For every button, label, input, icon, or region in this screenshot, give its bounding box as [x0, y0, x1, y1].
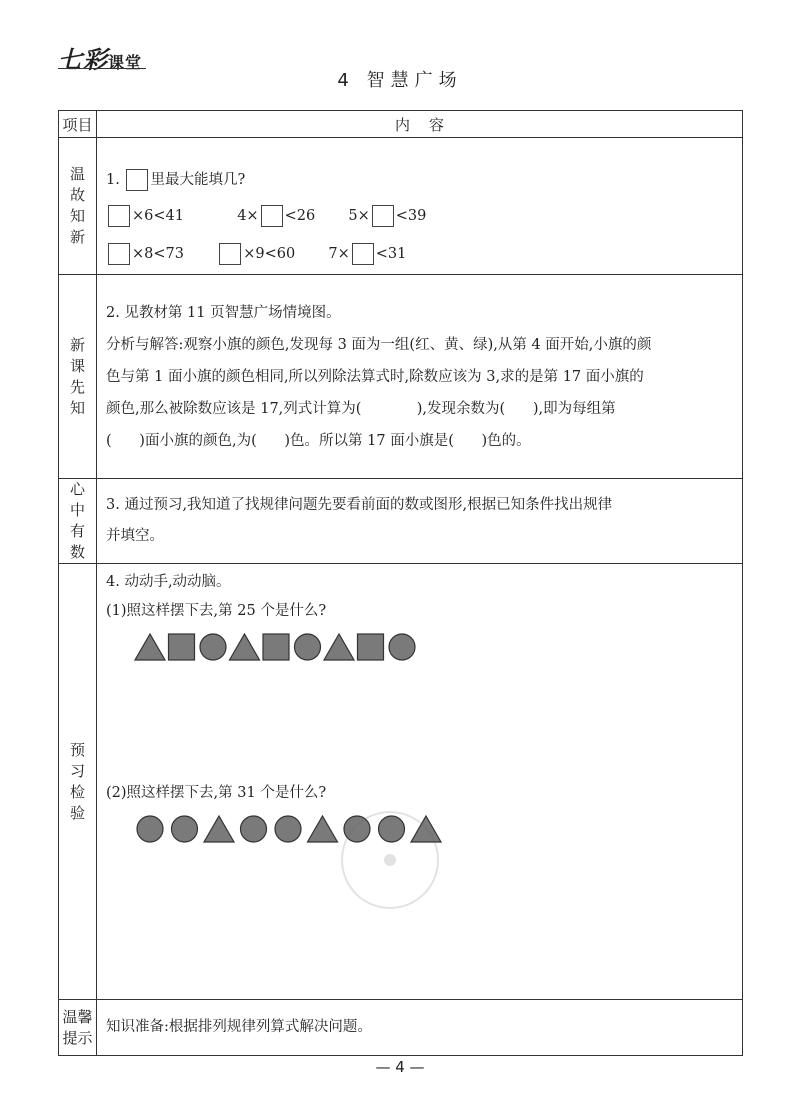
triangle-shape: [204, 816, 234, 842]
section-label-check: [59, 564, 97, 1000]
q4-sub-1: (1)照这样摆下去,第 25 个是什么?: [106, 603, 327, 619]
answer-box[interactable]: [372, 205, 394, 227]
tip-text: 知识准备:根据排列规律列算式解决问题。: [106, 1019, 372, 1035]
q2-line: 色与第 1 面小旗的颜色相同,所以列除法算式时,除数应该为 3,求的是第 17 面小旗的: [106, 369, 644, 385]
logo-sub: 课堂: [108, 53, 143, 72]
q3-line: 3. 通过预习,我知道了找规律问题先要看前面的数或图形,根据已知条件找出规律: [106, 497, 613, 513]
square-shape: [358, 634, 384, 660]
circle-shape: [241, 816, 267, 842]
q1-expr: ×9<60: [243, 246, 296, 262]
answer-box[interactable]: [108, 243, 130, 265]
q1-title: [106, 152, 742, 195]
q1-expr: 4×: [237, 208, 259, 224]
q1-expr: <26: [284, 208, 316, 224]
q1-expr: <39: [395, 208, 427, 224]
answer-box[interactable]: [261, 205, 283, 227]
section-label-text: 预习检验: [69, 740, 85, 822]
q3-line: 并填空。: [106, 528, 164, 544]
q2-line: ( )面小旗的颜色,为( )色。所以第 17 面小旗是( )色的。: [106, 433, 531, 449]
page-number: — 4 —: [375, 1058, 425, 1076]
q1-question: 里最大能填几?: [150, 172, 246, 188]
shape-sequence-1: [134, 630, 424, 664]
faint-stamp-watermark: [320, 800, 460, 960]
circle-shape: [275, 816, 301, 842]
section-label-text: 温馨提示: [62, 1007, 93, 1047]
section-label-review: [59, 138, 97, 275]
section-label-text: 新课先知: [69, 335, 85, 417]
triangle-shape: [230, 634, 260, 660]
section-tip: [97, 1000, 743, 1056]
section-label-text: 心中有数: [69, 480, 85, 561]
page-title: 4 智慧广场: [337, 70, 463, 91]
q2-line: 颜色,那么被除数应该是 17,列式计算为( ),发现余数为( ),即为每组第: [106, 401, 616, 417]
section-label-text: 温故知新: [69, 165, 85, 246]
q2-line: 分析与解答:观察小旗的颜色,发现每 3 面为一组(红、黄、绿),从第 4 面开始,小旗的颜: [106, 337, 652, 353]
q1-expr: ×6<41: [132, 208, 184, 224]
circle-shape: [295, 634, 321, 660]
q1-expr: 7×: [328, 246, 350, 262]
section-preview: [97, 275, 743, 479]
q1-row-2: [106, 240, 742, 269]
section-label-mindset: [59, 479, 97, 564]
header-item: 项目: [59, 111, 97, 138]
header-content: 内 容: [97, 111, 743, 138]
q1-expr: <31: [375, 246, 407, 262]
q1-number: 1.: [106, 172, 120, 188]
q1-expr: ×8<73: [132, 246, 184, 262]
q1-row-1: [106, 202, 742, 231]
triangle-shape: [135, 634, 165, 660]
circle-shape: [137, 816, 163, 842]
triangle-shape: [324, 634, 354, 660]
section-label-preview: [59, 275, 97, 479]
q4-title: 4. 动动手,动动脑。: [106, 574, 231, 590]
square-shape: [169, 634, 195, 660]
answer-box[interactable]: [126, 169, 148, 191]
answer-box[interactable]: [352, 243, 374, 265]
circle-shape: [389, 634, 415, 660]
circle-shape: [200, 634, 226, 660]
q4-sub-2: (2)照这样摆下去,第 31 个是什么?: [106, 785, 327, 801]
section-label-tip: [59, 1000, 97, 1056]
section-mindset: [97, 479, 743, 564]
circle-shape: [172, 816, 198, 842]
section-review: [97, 138, 743, 275]
answer-box[interactable]: [219, 243, 241, 265]
q2-line: 2. 见教材第 11 页智慧广场情境图。: [106, 305, 341, 321]
answer-box[interactable]: [108, 205, 130, 227]
square-shape: [263, 634, 289, 660]
logo-main: 七彩: [58, 46, 108, 74]
q1-expr: 5×: [348, 208, 370, 224]
